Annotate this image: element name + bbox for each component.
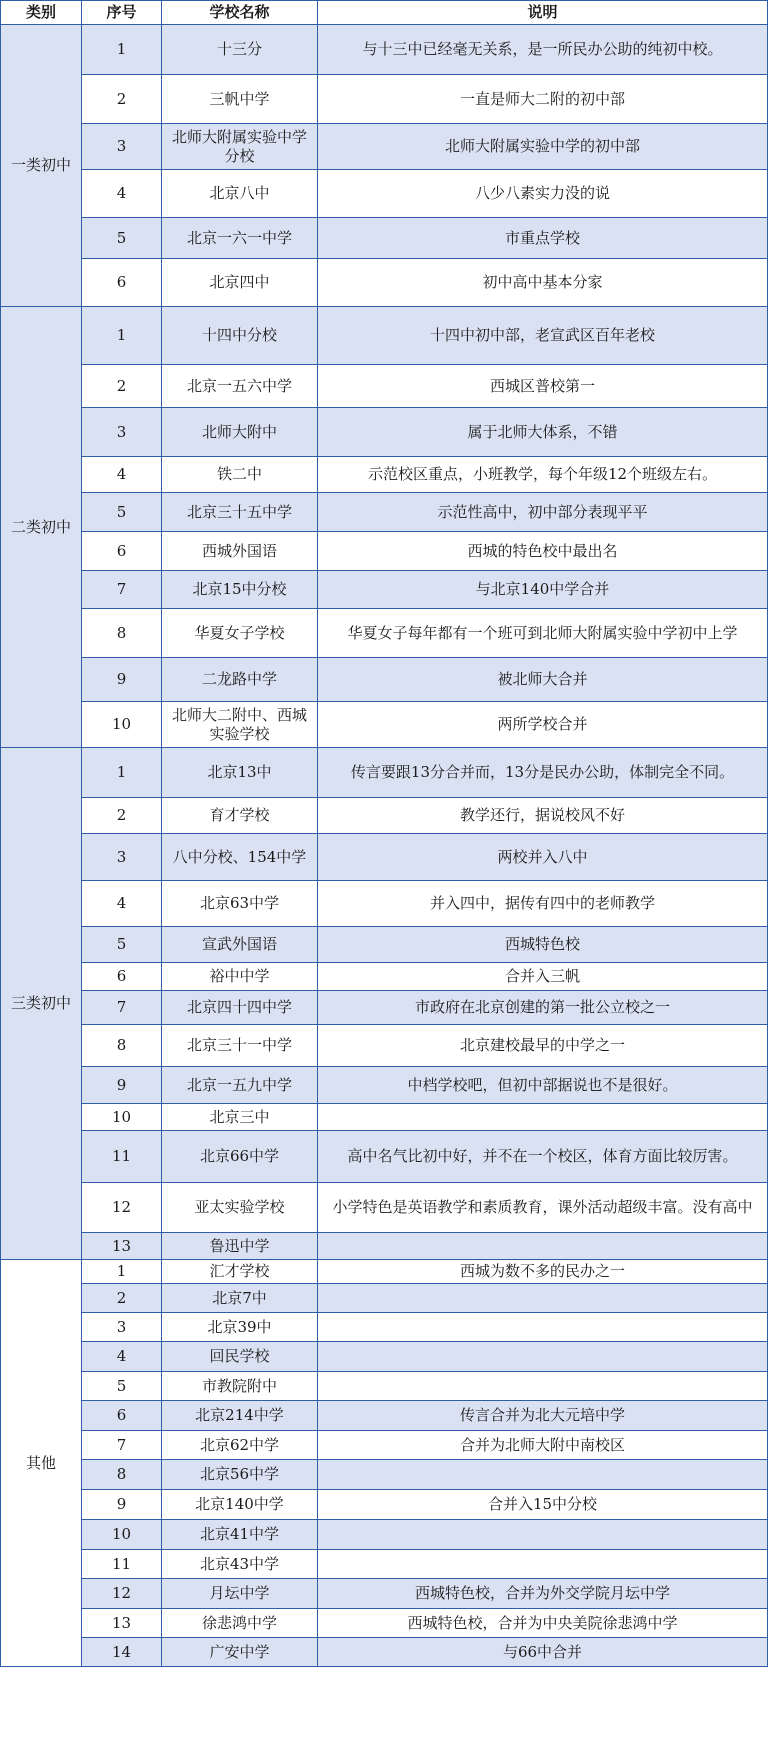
description-cell: 属于北师大体系，不错 — [318, 408, 768, 457]
school-name-cell: 北京三十五中学 — [162, 493, 318, 532]
table-row — [1, 1260, 768, 1284]
description-cell: 北师大附属实验中学的初中部 — [318, 124, 768, 170]
description-cell: 十四中初中部，老宣武区百年老校 — [318, 307, 768, 365]
row-number-cell: 1 — [82, 1260, 162, 1284]
school-name-cell: 鲁迅中学 — [162, 1233, 318, 1260]
school-name-cell: 北京56中学 — [162, 1460, 318, 1490]
table-row — [1, 259, 768, 307]
category-cell: 二类初中 — [1, 307, 82, 748]
description-cell: 西城为数不多的民办之一 — [318, 1260, 768, 1284]
school-name-cell: 八中分校、154中学 — [162, 834, 318, 881]
table-row — [1, 834, 768, 881]
school-name-cell: 华夏女子学校 — [162, 609, 318, 658]
row-number-cell: 3 — [82, 408, 162, 457]
table-row — [1, 1313, 768, 1342]
school-name-cell: 三帆中学 — [162, 75, 318, 124]
description-cell: 被北师大合并 — [318, 658, 768, 702]
table-row — [1, 609, 768, 658]
school-name-cell: 十四中分校 — [162, 307, 318, 365]
school-name-cell: 北京15中分校 — [162, 571, 318, 609]
table-row — [1, 493, 768, 532]
table-row — [1, 307, 768, 365]
row-number-cell: 11 — [82, 1131, 162, 1183]
table-row — [1, 170, 768, 218]
school-name-cell: 西城外国语 — [162, 532, 318, 571]
description-cell: 教学还行，据说校风不好 — [318, 798, 768, 834]
school-name-cell: 北京13中 — [162, 748, 318, 798]
school-name-cell: 北京四中 — [162, 259, 318, 307]
school-name-cell: 回民学校 — [162, 1342, 318, 1372]
row-number-cell: 5 — [82, 218, 162, 259]
school-name-cell: 宣武外国语 — [162, 927, 318, 963]
school-name-cell: 二龙路中学 — [162, 658, 318, 702]
table-row — [1, 1550, 768, 1579]
description-cell: 西城特色校，合并为中央美院徐悲鸿中学 — [318, 1609, 768, 1638]
row-number-cell: 2 — [82, 1284, 162, 1313]
row-number-cell: 4 — [82, 881, 162, 927]
row-number-cell: 9 — [82, 1490, 162, 1520]
row-number-cell: 8 — [82, 609, 162, 658]
school-name-cell: 北师大附属实验中学分校 — [162, 124, 318, 170]
row-number-cell: 9 — [82, 658, 162, 702]
table-row — [1, 1638, 768, 1667]
header-category: 类别 — [1, 1, 82, 25]
row-number-cell: 5 — [82, 493, 162, 532]
school-name-cell: 北京四十四中学 — [162, 991, 318, 1025]
row-number-cell: 1 — [82, 748, 162, 798]
row-number-cell: 4 — [82, 457, 162, 493]
school-name-cell: 北京41中学 — [162, 1520, 318, 1550]
row-number-cell: 6 — [82, 259, 162, 307]
school-name-cell: 北京140中学 — [162, 1490, 318, 1520]
table-row — [1, 1520, 768, 1550]
description-cell: 示范性高中，初中部分表现平平 — [318, 493, 768, 532]
description-cell: 示范校区重点，小班教学，每个年级12个班级左右。 — [318, 457, 768, 493]
table-row — [1, 1131, 768, 1183]
school-name-cell: 北京63中学 — [162, 881, 318, 927]
school-name-cell: 北师大二附中、西城实验学校 — [162, 702, 318, 748]
row-number-cell: 3 — [82, 124, 162, 170]
row-number-cell: 8 — [82, 1025, 162, 1067]
school-name-cell: 亚太实验学校 — [162, 1183, 318, 1233]
table-row — [1, 927, 768, 963]
row-number-cell: 6 — [82, 1401, 162, 1431]
description-cell — [318, 1520, 768, 1550]
row-number-cell: 4 — [82, 1342, 162, 1372]
description-cell — [318, 1313, 768, 1342]
header-row — [1, 1, 768, 25]
header-description: 说明 — [318, 1, 768, 25]
table-row — [1, 1401, 768, 1431]
school-name-cell: 北师大附中 — [162, 408, 318, 457]
table-row — [1, 881, 768, 927]
description-cell: 两所学校合并 — [318, 702, 768, 748]
school-name-cell: 十三分 — [162, 25, 318, 75]
table-row — [1, 218, 768, 259]
description-cell — [318, 1342, 768, 1372]
description-cell — [318, 1284, 768, 1313]
table-row — [1, 1284, 768, 1313]
school-name-cell: 北京一五六中学 — [162, 365, 318, 408]
row-number-cell: 2 — [82, 365, 162, 408]
row-number-cell: 13 — [82, 1233, 162, 1260]
table-row — [1, 25, 768, 75]
description-cell — [318, 1372, 768, 1401]
row-number-cell: 6 — [82, 532, 162, 571]
table-row — [1, 1183, 768, 1233]
description-cell: 市重点学校 — [318, 218, 768, 259]
school-name-cell: 北京八中 — [162, 170, 318, 218]
description-cell — [318, 1550, 768, 1579]
row-number-cell: 12 — [82, 1579, 162, 1609]
table-row — [1, 702, 768, 748]
school-name-cell: 徐悲鸿中学 — [162, 1609, 318, 1638]
row-number-cell: 10 — [82, 1520, 162, 1550]
table-row — [1, 1342, 768, 1372]
row-number-cell: 5 — [82, 1372, 162, 1401]
row-number-cell: 1 — [82, 307, 162, 365]
table-row — [1, 1431, 768, 1460]
row-number-cell: 2 — [82, 75, 162, 124]
row-number-cell: 10 — [82, 1104, 162, 1131]
school-name-cell: 北京三十一中学 — [162, 1025, 318, 1067]
description-cell: 北京建校最早的中学之一 — [318, 1025, 768, 1067]
row-number-cell: 8 — [82, 1460, 162, 1490]
school-name-cell: 市教院附中 — [162, 1372, 318, 1401]
table-row — [1, 1372, 768, 1401]
description-cell: 与66中合并 — [318, 1638, 768, 1667]
description-cell: 并入四中，据传有四中的老师教学 — [318, 881, 768, 927]
school-name-cell: 裕中中学 — [162, 963, 318, 991]
category-cell: 其他 — [1, 1260, 82, 1667]
description-cell: 西城区普校第一 — [318, 365, 768, 408]
row-number-cell: 11 — [82, 1550, 162, 1579]
description-cell: 西城特色校，合并为外交学院月坛中学 — [318, 1579, 768, 1609]
table-row — [1, 365, 768, 408]
description-cell: 传言要跟13分合并而，13分是民办公助，体制完全不同。 — [318, 748, 768, 798]
description-cell: 小学特色是英语教学和素质教育，课外活动超级丰富。没有高中 — [318, 1183, 768, 1233]
description-cell: 与十三中已经毫无关系，是一所民办公助的纯初中校。 — [318, 25, 768, 75]
row-number-cell: 5 — [82, 927, 162, 963]
row-number-cell: 14 — [82, 1638, 162, 1667]
table-row — [1, 798, 768, 834]
description-cell: 合并入三帆 — [318, 963, 768, 991]
row-number-cell: 2 — [82, 798, 162, 834]
description-cell: 一直是师大二附的初中部 — [318, 75, 768, 124]
school-name-cell: 北京214中学 — [162, 1401, 318, 1431]
category-cell: 三类初中 — [1, 748, 82, 1260]
table-row — [1, 408, 768, 457]
description-cell: 两校并入八中 — [318, 834, 768, 881]
row-number-cell: 3 — [82, 1313, 162, 1342]
row-number-cell: 1 — [82, 25, 162, 75]
table-row — [1, 124, 768, 170]
table-row — [1, 658, 768, 702]
description-cell: 中档学校吧，但初中部据说也不是很好。 — [318, 1067, 768, 1104]
school-name-cell: 北京一六一中学 — [162, 218, 318, 259]
school-name-cell: 育才学校 — [162, 798, 318, 834]
description-cell: 初中高中基本分家 — [318, 259, 768, 307]
school-name-cell: 北京43中学 — [162, 1550, 318, 1579]
description-cell: 与北京140中学合并 — [318, 571, 768, 609]
table-row — [1, 1233, 768, 1260]
description-cell — [318, 1104, 768, 1131]
table-row — [1, 1609, 768, 1638]
table-row — [1, 457, 768, 493]
school-name-cell: 北京7中 — [162, 1284, 318, 1313]
row-number-cell: 3 — [82, 834, 162, 881]
category-cell: 一类初中 — [1, 25, 82, 307]
description-cell: 华夏女子每年都有一个班可到北师大附属实验中学初中上学 — [318, 609, 768, 658]
table-row — [1, 963, 768, 991]
row-number-cell: 7 — [82, 571, 162, 609]
description-cell: 八少八素实力没的说 — [318, 170, 768, 218]
table-row — [1, 1104, 768, 1131]
description-cell: 高中名气比初中好，并不在一个校区，体育方面比较厉害。 — [318, 1131, 768, 1183]
school-name-cell: 北京三中 — [162, 1104, 318, 1131]
description-cell: 传言合并为北大元培中学 — [318, 1401, 768, 1431]
row-number-cell: 7 — [82, 1431, 162, 1460]
table-row — [1, 532, 768, 571]
table-row — [1, 1490, 768, 1520]
description-cell — [318, 1460, 768, 1490]
description-cell: 合并为北师大附中南校区 — [318, 1431, 768, 1460]
description-cell — [318, 1233, 768, 1260]
school-name-cell: 北京一五九中学 — [162, 1067, 318, 1104]
school-name-cell: 北京39中 — [162, 1313, 318, 1342]
table-row — [1, 571, 768, 609]
school-name-cell: 汇才学校 — [162, 1260, 318, 1284]
school-name-cell: 铁二中 — [162, 457, 318, 493]
description-cell: 西城特色校 — [318, 927, 768, 963]
school-name-cell: 北京66中学 — [162, 1131, 318, 1183]
row-number-cell: 4 — [82, 170, 162, 218]
table-row — [1, 1460, 768, 1490]
header-school-name: 学校名称 — [162, 1, 318, 25]
school-name-cell: 广安中学 — [162, 1638, 318, 1667]
row-number-cell: 10 — [82, 702, 162, 748]
table-row — [1, 1067, 768, 1104]
school-name-cell: 月坛中学 — [162, 1579, 318, 1609]
table-row — [1, 991, 768, 1025]
row-number-cell: 7 — [82, 991, 162, 1025]
school-name-cell: 北京62中学 — [162, 1431, 318, 1460]
row-number-cell: 6 — [82, 963, 162, 991]
row-number-cell: 13 — [82, 1609, 162, 1638]
row-number-cell: 9 — [82, 1067, 162, 1104]
description-cell: 市政府在北京创建的第一批公立校之一 — [318, 991, 768, 1025]
table-row — [1, 1025, 768, 1067]
header-number: 序号 — [82, 1, 162, 25]
table-row — [1, 748, 768, 798]
row-number-cell: 12 — [82, 1183, 162, 1233]
description-cell: 合并入15中分校 — [318, 1490, 768, 1520]
table-row — [1, 75, 768, 124]
table-row — [1, 1579, 768, 1609]
description-cell: 西城的特色校中最出名 — [318, 532, 768, 571]
